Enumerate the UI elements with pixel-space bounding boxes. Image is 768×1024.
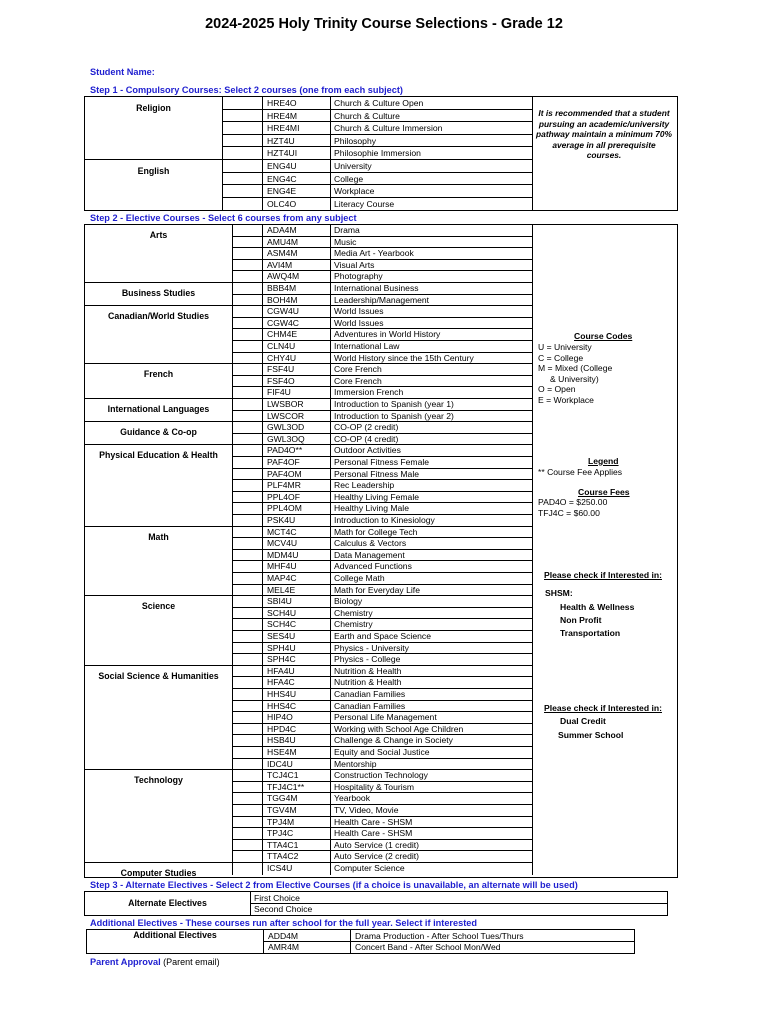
student-name-label[interactable]: Student Name: [90,67,155,77]
course-name: Data Management [330,550,533,562]
course-select-box[interactable] [232,469,262,481]
course-name: Workplace [330,185,533,198]
course-name: Chemistry [330,608,533,620]
course-name: Construction Technology [330,770,533,782]
course-code: SPH4U [262,643,330,655]
course-select-box[interactable] [232,747,262,759]
interest-non-profit[interactable]: Non Profit [560,615,602,625]
course-select-box[interactable] [232,399,262,411]
interest-transportation[interactable]: Transportation [560,628,621,638]
course-select-box[interactable] [222,135,262,148]
course-select-box[interactable] [232,376,262,388]
course-code: CLN4U [262,341,330,353]
course-name: International Law [330,341,533,353]
course-name: Rec Leadership [330,480,533,492]
course-code: CHY4U [262,353,330,365]
course-code: TGV4M [262,805,330,817]
course-select-box[interactable] [222,160,262,173]
step1-note: It is recommended that a student pursuing an academic/university pathway maintain a minimum 70% average in all prerequisite courses. [536,108,672,161]
course-select-box[interactable] [232,445,262,457]
course-code: TFJ4C1** [262,782,330,794]
course-code: SCH4C [262,619,330,631]
additional-electives-label: Additional Electives [133,930,217,940]
course-code: ADA4M [262,225,330,237]
course-select-box[interactable] [232,271,262,283]
parent-approval-label: Parent Approval [90,957,161,967]
course-name: Equity and Social Justice [330,747,533,759]
course-select-box[interactable] [232,283,262,295]
course-fees-line-2: TFJ4C = $60.00 [538,508,600,518]
course-select-box[interactable] [232,724,262,736]
subject-label: Science [85,596,232,666]
course-name: Personal Life Management [330,712,533,724]
course-code: SCH4U [262,608,330,620]
alternate-electives-label: Alternate Electives [85,892,251,915]
shsm-label: SHSM: [545,588,573,598]
course-select-box[interactable] [232,434,262,446]
course-select-box[interactable] [232,341,262,353]
course-code: PSK4U [262,515,330,527]
subject-label: Guidance & Co-op [85,422,232,445]
course-name: College [330,173,533,186]
course-select-box[interactable] [232,735,262,747]
course-select-box[interactable] [222,122,262,135]
course-select-box[interactable] [232,550,262,562]
course-select-box[interactable] [222,147,262,160]
course-name: Church & Culture Open [330,97,533,110]
course-select-box[interactable] [232,759,262,771]
course-select-box[interactable] [232,840,262,852]
course-codes-list [538,342,612,405]
course-select-box[interactable] [232,492,262,504]
course-codes-heading: Course Codes [574,331,633,341]
subject-label: Canadian/World Studies [85,306,232,364]
course-code: HFA4U [262,666,330,678]
interest-dual-credit[interactable]: Dual Credit [560,716,606,726]
course-name: Mentorship [330,759,533,771]
course-code: FSF4U [262,364,330,376]
course-select-box[interactable] [232,515,262,527]
course-fees-heading: Course Fees [578,487,630,497]
course-name: Media Art - Yearbook [330,248,533,260]
course-code-line: C = College [538,352,584,363]
subject-label: Social Science & Humanities [85,666,232,770]
course-code: MAP4C [262,573,330,585]
course-name: Nutrition & Health [330,666,533,678]
course-code: PLF4MR [262,480,330,492]
course-name: Healthy Living Male [330,503,533,515]
course-code: OLC4O [262,198,330,211]
course-code: ICS4U [262,863,330,875]
course-select-box[interactable] [232,817,262,829]
course-select-box[interactable] [232,805,262,817]
interest-summer-school[interactable]: Summer School [558,730,624,740]
course-code-line: O = Open [538,384,576,394]
course-code: PAD4O** [262,445,330,457]
subject-label: French [85,364,232,399]
course-name: Introduction to Spanish (year 2) [330,411,533,423]
course-select-box[interactable] [232,225,262,237]
course-code: GWL3OD [262,422,330,434]
course-name: Nutrition & Health [330,677,533,689]
subject-label: English [137,166,170,176]
course-code: HFA4C [262,677,330,689]
course-name: Earth and Space Science [330,631,533,643]
course-select-box[interactable] [232,619,262,631]
course-name: Personal Fitness Female [330,457,533,469]
course-code: ENG4U [262,160,330,173]
course-name: Hospitality & Tourism [330,782,533,794]
course-select-box[interactable] [222,185,262,198]
course-name: Auto Service (2 credit) [330,851,533,863]
course-select-box[interactable] [232,851,262,863]
course-name: Adventures in World History [330,329,533,341]
course-name: Literacy Course [330,198,533,211]
step2-header: Step 2 - Elective Courses - Select 6 courses from any subject [90,213,357,223]
course-name: Health Care - SHSM [330,828,533,840]
parent-approval-note: (Parent email) [163,957,220,967]
course-select-box[interactable] [232,457,262,469]
course-code: CHM4E [262,329,330,341]
course-name: Computer Science [330,863,533,875]
course-select-box[interactable] [232,573,262,585]
course-code: LWSBOR [262,399,330,411]
course-name: Introduction to Kinesiology [330,515,533,527]
course-select-box[interactable] [232,677,262,689]
add4m-name[interactable]: Drama Production - After School Tues/Thurs [350,930,634,942]
additional-header: Additional Electives - These courses run after school for the full year. Select if interested [90,918,478,928]
course-code: PPL4OM [262,503,330,515]
course-name: Music [330,237,533,249]
interest-health-wellness[interactable]: Health & Wellness [560,602,635,612]
course-code: SBI4U [262,596,330,608]
course-name: Math for Everyday Life [330,585,533,597]
course-code: BOH4M [262,295,330,307]
course-name: Physics - University [330,643,533,655]
course-select-box[interactable] [232,596,262,608]
course-code: MEL4E [262,585,330,597]
course-name: Calculus & Vectors [330,538,533,550]
second-choice-field[interactable]: Second Choice [254,904,313,914]
course-code: TTA4C1 [262,840,330,852]
course-name: Personal Fitness Male [330,469,533,481]
course-code: AMU4M [262,237,330,249]
course-select-box[interactable] [232,782,262,794]
course-name: Health Care - SHSM [330,817,533,829]
course-code: LWSCOR [262,411,330,423]
course-select-box[interactable] [232,295,262,307]
course-code: PAF4OF [262,457,330,469]
course-code: MHF4U [262,561,330,573]
course-code-line: U = University [538,342,592,352]
course-select-box[interactable] [232,503,262,515]
course-name: Philosophie Immersion [330,147,533,160]
course-select-box[interactable] [232,353,262,365]
course-name: Math for College Tech [330,527,533,539]
course-select-box[interactable] [232,631,262,643]
course-select-box[interactable] [232,689,262,701]
course-name: Advanced Functions [330,561,533,573]
course-name: World History since the 15th Century [330,353,533,365]
course-select-box[interactable] [232,701,262,713]
course-name: Church & Culture [330,110,533,123]
course-name: Yearbook [330,793,533,805]
course-code: FIF4U [262,387,330,399]
parent-approval[interactable] [90,957,220,967]
subject-label: Technology [85,770,232,863]
course-select-box[interactable] [232,329,262,341]
legend-line: ** Course Fee Applies [538,467,623,477]
course-code: TPJ4M [262,817,330,829]
course-select-box[interactable] [232,306,262,318]
course-code: ENG4C [262,173,330,186]
course-select-box[interactable] [232,585,262,597]
course-name: Church & Culture Immersion [330,122,533,135]
course-code: ASM4M [262,248,330,260]
course-name: CO-OP (2 credit) [330,422,533,434]
course-name: Chemistry [330,619,533,631]
course-select-box[interactable] [232,318,262,330]
course-name: Outdoor Activities [330,445,533,457]
course-select-box[interactable] [232,387,262,399]
course-code-line: & University) [550,373,599,384]
course-code: HHS4U [262,689,330,701]
subject-label: International Languages [85,399,232,422]
course-code: HZT4UI [262,147,330,160]
amr4m-name[interactable]: Concert Band - After School Mon/Wed [350,942,634,953]
course-select-box[interactable] [222,110,262,123]
course-code: HHS4C [262,701,330,713]
course-name: College Math [330,573,533,585]
step2-table [84,224,678,878]
course-select-box[interactable] [232,643,262,655]
course-code: IDC4U [262,759,330,771]
first-choice-field[interactable]: First Choice [251,892,667,904]
course-name: Introduction to Spanish (year 1) [330,399,533,411]
subject-label: Religion [85,97,222,160]
subject-label: Computer Studies [120,868,197,878]
course-code-line: M = Mixed (College [538,363,613,373]
step3-header: Step 3 - Alternate Electives - Select 2 from Elective Courses (if a choice is unavailable, an alternate will be used) [90,880,578,890]
course-name: Leadership/Management [330,295,533,307]
course-select-box[interactable] [232,538,262,550]
course-name: World Issues [330,318,533,330]
course-code: HPD4C [262,724,330,736]
course-name: Healthy Living Female [330,492,533,504]
course-code: TCJ4C1 [262,770,330,782]
step3-table [84,891,668,916]
course-code: CGW4C [262,318,330,330]
course-code: SES4U [262,631,330,643]
subject-label: Arts [85,225,232,283]
course-name: Core French [330,364,533,376]
course-name: Canadian Families [330,689,533,701]
course-select-box[interactable] [232,561,262,573]
course-select-box[interactable] [222,173,262,186]
course-code: CGW4U [262,306,330,318]
subject-label: Business Studies [85,283,232,306]
course-select-box[interactable] [232,527,262,539]
additional-table [86,929,635,954]
legend-heading: Legend [588,456,619,466]
course-code-line: E = Workplace [538,394,594,405]
course-code: HRE4M [262,110,330,123]
course-name: Core French [330,376,533,388]
course-select-box[interactable] [232,712,262,724]
course-code: HZT4U [262,135,330,148]
course-code: HIP4O [262,712,330,724]
course-select-box[interactable] [232,248,262,260]
course-code: TPJ4C [262,828,330,840]
course-select-box[interactable] [232,411,262,423]
course-code: HRE4O [262,97,330,110]
course-name: Biology [330,596,533,608]
course-name: World Issues [330,306,533,318]
course-code: HRE4MI [262,122,330,135]
subject-label: Math [85,527,232,597]
amr4m-code: AMR4M [263,942,350,953]
course-select-box[interactable] [232,793,262,805]
course-name: International Business [330,283,533,295]
course-code: AVI4M [262,260,330,272]
step1-header: Step 1 - Compulsory Courses: Select 2 courses (one from each subject) [90,85,403,95]
course-code: SPH4C [262,654,330,666]
interest2-heading: Please check if Interested in: [544,703,662,713]
course-select-box[interactable] [232,863,262,875]
course-code: MCT4C [262,527,330,539]
course-name: Canadian Families [330,701,533,713]
course-code: BBB4M [262,283,330,295]
course-select-box[interactable] [222,198,262,211]
course-name: Working with School Age Children [330,724,533,736]
course-code: PAF4OM [262,469,330,481]
course-select-box[interactable] [232,422,262,434]
course-name: CO-OP (4 credit) [330,434,533,446]
course-select-box[interactable] [222,97,262,110]
course-fees-line-1: PAD4O = $250.00 [538,497,608,507]
course-code: HSE4M [262,747,330,759]
course-code: TTA4C2 [262,851,330,863]
course-select-box[interactable] [232,828,262,840]
course-select-box[interactable] [232,666,262,678]
course-select-box[interactable] [232,770,262,782]
course-code: ENG4E [262,185,330,198]
course-select-box[interactable] [232,480,262,492]
course-name: Philosophy [330,135,533,148]
course-select-box[interactable] [232,260,262,272]
course-select-box[interactable] [232,237,262,249]
course-name: Photography [330,271,533,283]
course-select-box[interactable] [232,364,262,376]
course-code: PPL4OF [262,492,330,504]
course-code: FSF4O [262,376,330,388]
course-name: Visual Arts [330,260,533,272]
course-name: University [330,160,533,173]
course-code: AWQ4M [262,271,330,283]
course-name: Physics - College [330,654,533,666]
course-name: Auto Service (1 credit) [330,840,533,852]
interest1-heading: Please check if Interested in: [544,570,662,580]
course-select-box[interactable] [232,654,262,666]
add4m-code: ADD4M [263,930,350,942]
course-code: MDM4U [262,550,330,562]
course-code: GWL3OQ [262,434,330,446]
course-code: MCV4U [262,538,330,550]
course-code: TGG4M [262,793,330,805]
course-name: Immersion French [330,387,533,399]
course-select-box[interactable] [232,608,262,620]
subject-label: Physical Education & Health [85,445,232,526]
course-name: TV, Video, Movie [330,805,533,817]
course-code: HSB4U [262,735,330,747]
course-name: Challenge & Change in Society [330,735,533,747]
page-title: 2024-2025 Holy Trinity Course Selections - Grade 12 [205,16,563,32]
course-name: Drama [330,225,533,237]
